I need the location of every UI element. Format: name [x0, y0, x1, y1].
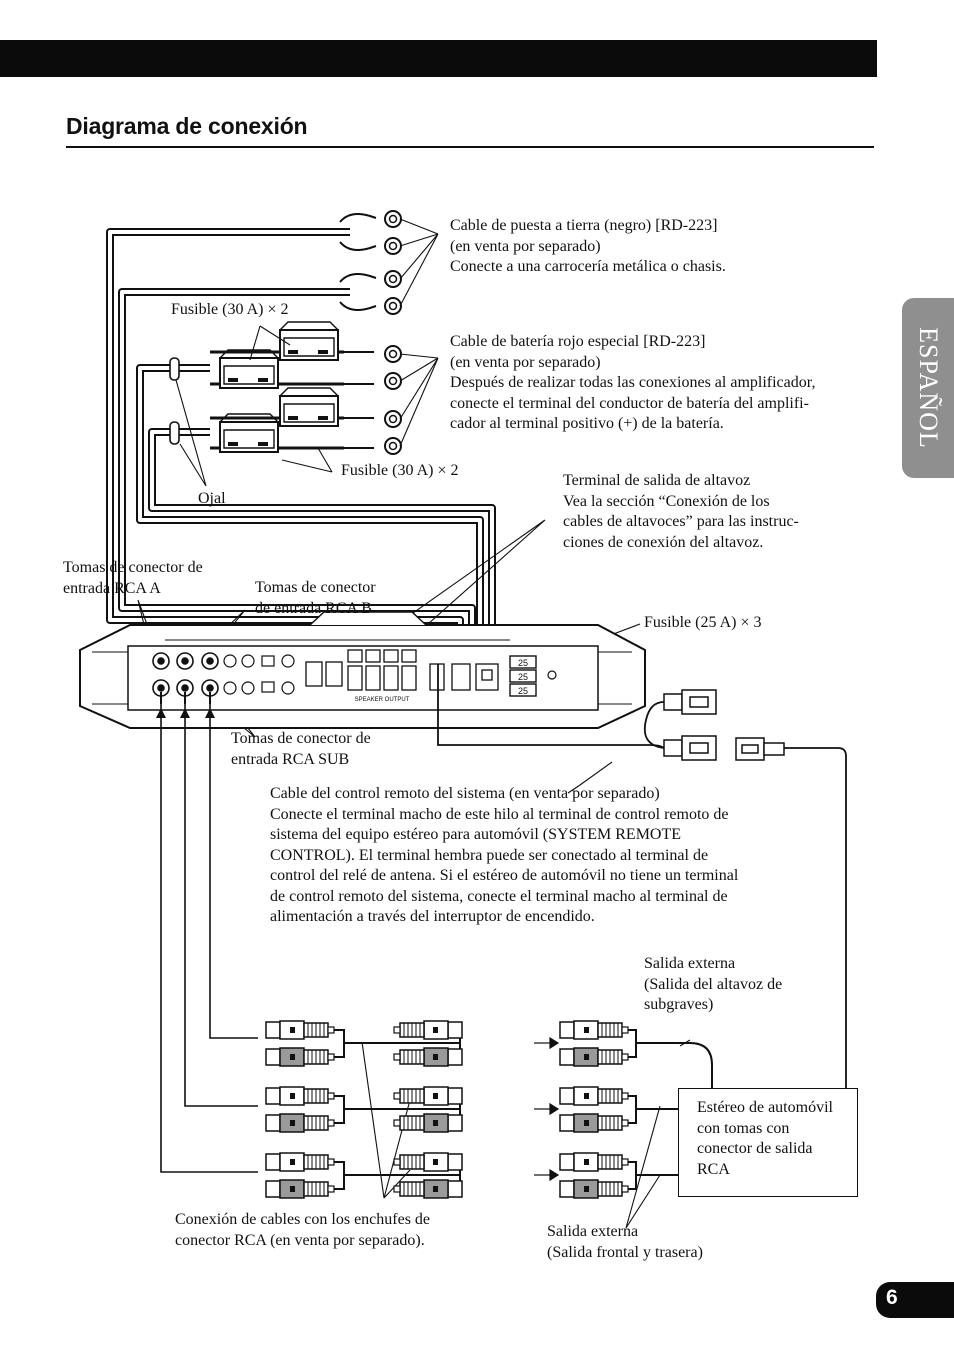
- ext-output-sub-label: [644, 954, 782, 1016]
- fuse-25-line-1: Fusible (25 A) × 3: [644, 614, 762, 631]
- remote-cable-line-4: CONTROL). El terminal hembra puede ser conectado al terminal de: [270, 846, 709, 864]
- grommets: [170, 358, 179, 444]
- rca-b-line-1: Tomas de conector: [255, 579, 376, 596]
- car-stereo-line-1: Estéreo de automóvil: [697, 1099, 833, 1116]
- rca-a-line-2: entrada RCA A: [63, 579, 161, 597]
- ground-cable-line-3: Conecte a una carrocería metálica o chasis.: [450, 258, 726, 275]
- ext-output-sub-line-1: Salida externa: [644, 955, 736, 972]
- fuse-upper-label: [171, 300, 288, 321]
- rca-a-label: [63, 558, 203, 599]
- remote-cable-label: [270, 784, 738, 928]
- speaker-output-line-2: Vea la sección “Conexión de los: [563, 492, 770, 510]
- page-number: 6: [886, 1286, 898, 1309]
- fuse-value-2: 25: [517, 672, 529, 682]
- amplifier: [80, 612, 645, 728]
- remote-connectors: [664, 690, 784, 760]
- grommet-line-1: Ojal: [198, 490, 226, 507]
- remote-cable-line-6: de control remoto del sistema, conecte el terminal macho al terminal de: [270, 887, 728, 905]
- speaker-output-line-3: cables de altavoces” para las instruc-: [563, 513, 799, 530]
- fuse-upper-line-1: Fusible (30 A) × 2: [171, 301, 289, 318]
- rca-cables-line-2: conector RCA (en venta por separado).: [175, 1231, 425, 1249]
- fuse-value-1: 25: [517, 658, 529, 668]
- fuse-value-3: 25: [517, 686, 529, 696]
- battery-cable-line-3: Después de realizar todas las conexiones al amplificador,: [450, 374, 816, 391]
- grommet-label: [198, 489, 226, 510]
- car-stereo-line-2: con tomas con: [697, 1119, 790, 1137]
- rca-cables-label: [175, 1210, 430, 1251]
- rca-set-rear: [266, 1153, 678, 1198]
- fuse-25-label: [644, 613, 761, 634]
- rca-a-line-1: Tomas de conector de: [63, 559, 203, 576]
- remote-cable-line-3: sistema del equipo estéreo para automóvil (SYSTEM REMOTE: [270, 826, 682, 843]
- ext-output-sub-line-3: subgraves): [644, 996, 714, 1013]
- remote-cable-line-1: Cable del control remoto del sistema (en venta por separado): [270, 785, 660, 802]
- battery-cable-line-4: conecte el terminal del conductor de batería del amplifi-: [450, 394, 809, 412]
- battery-cable-line-1: Cable de batería rojo especial [RD-223]: [450, 333, 706, 350]
- rca-sub-line-1: Tomas de conector de: [231, 730, 371, 747]
- remote-cable-line-2: Conecte el terminal macho de este hilo al terminal de control remoto de: [270, 805, 729, 823]
- speaker-output-label: [563, 471, 799, 553]
- car-stereo-label: [697, 1098, 833, 1180]
- fuse-holders-30a: [220, 322, 338, 452]
- car-stereo-line-3: conector de salida: [697, 1140, 813, 1157]
- ext-output-front-rear-line-2: (Salida frontal y trasera): [547, 1243, 703, 1261]
- speaker-output-line-1: Terminal de salida de altavoz: [563, 472, 751, 489]
- car-stereo-line-4: RCA: [697, 1160, 730, 1178]
- ext-output-front-rear-label: [547, 1222, 703, 1263]
- ground-cable-line-2: (en venta por separado): [450, 237, 601, 255]
- speaker-output-marking: SPEAKER OUTPUT: [354, 697, 410, 703]
- battery-cable-line-2: (en venta por separado): [450, 353, 601, 371]
- rca-sub-line-2: entrada RCA SUB: [231, 750, 350, 768]
- battery-cable-line-5: cador al terminal positivo (+) de la batería.: [450, 415, 724, 432]
- ext-output-sub-line-2: (Salida del altavoz de: [644, 975, 783, 993]
- ground-cable-label: [450, 216, 726, 278]
- page-title: Diagrama de conexión: [66, 113, 308, 139]
- rca-set-sub: [266, 1021, 712, 1088]
- rca-sub-label: [231, 729, 371, 770]
- ground-cable-line-1: Cable de puesta a tierra (negro) [RD-223]: [450, 217, 718, 234]
- fuse-lower-line-1: Fusible (30 A) × 2: [341, 462, 459, 479]
- rca-b-label: [255, 578, 376, 619]
- rca-cables-line-1: Conexión de cables con los enchufes de: [175, 1211, 431, 1228]
- rca-cable-sets: [266, 1021, 712, 1198]
- rca-b-line-2: de entrada RCA B: [255, 599, 372, 617]
- remote-cable-line-5: control del relé de antena. Si el estéreo de automóvil no tiene un terminal: [270, 867, 739, 884]
- speaker-output-line-4: ciones de conexión del altavoz.: [563, 533, 764, 551]
- rca-input-wires: [161, 700, 258, 1172]
- language-tab-label: ESPAÑOL: [914, 327, 943, 449]
- fuse-lower-label: [341, 461, 458, 482]
- battery-cable-label: [450, 332, 815, 435]
- ext-output-front-rear-line-1: Salida externa: [547, 1223, 639, 1240]
- rca-set-front: [266, 1087, 678, 1132]
- remote-cable-line-7: alimentación a través del interruptor de encendido.: [270, 908, 595, 925]
